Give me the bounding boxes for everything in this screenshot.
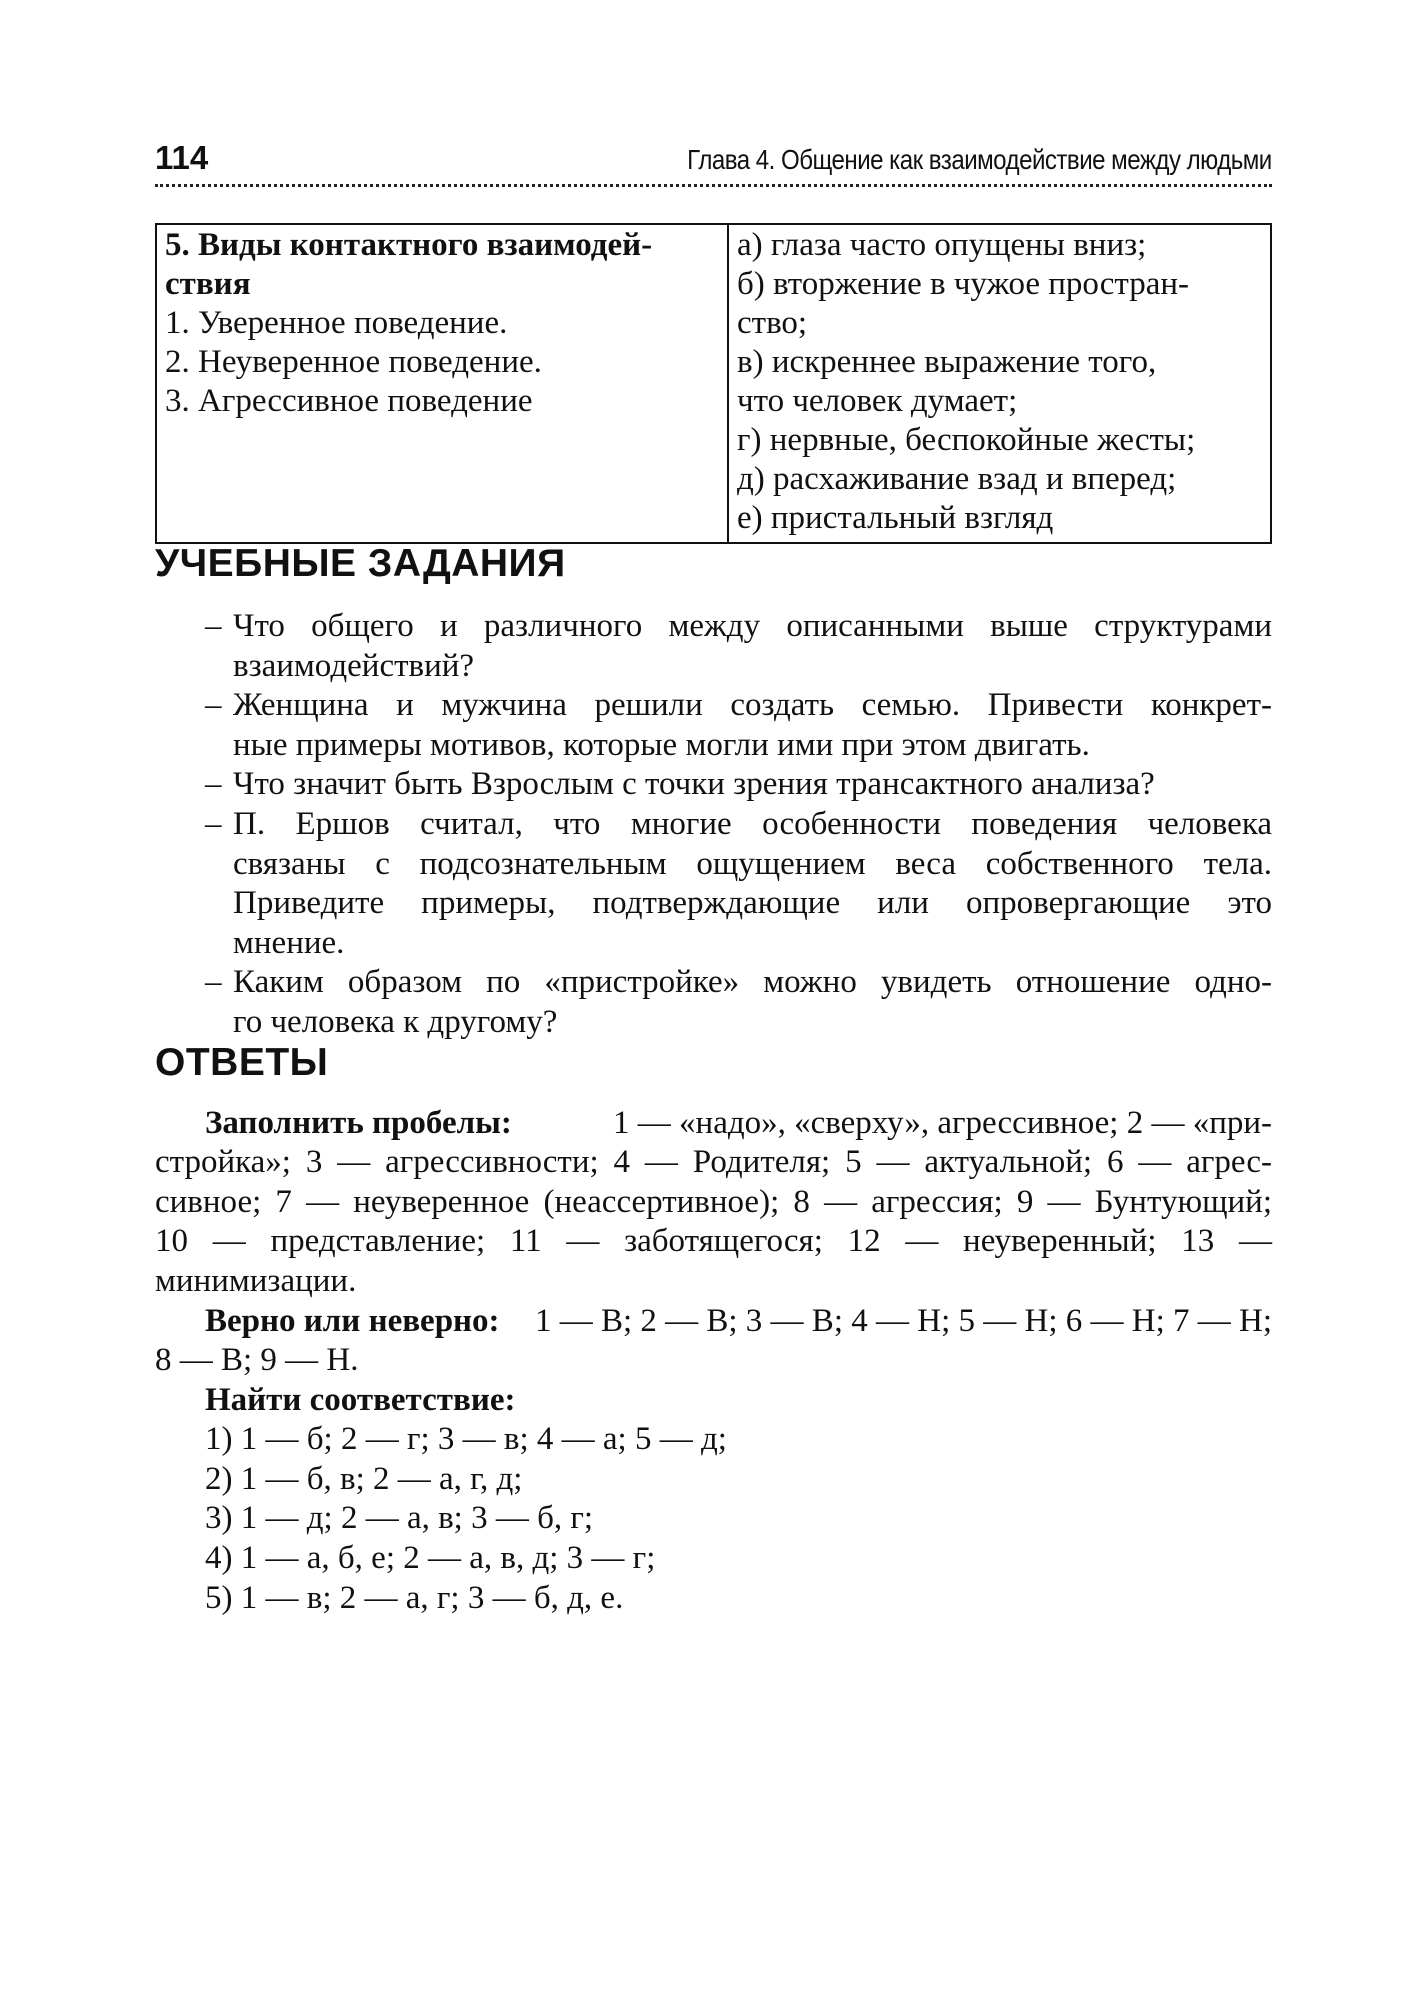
tasks-heading: УЧЕБНЫЕ ЗАДАНИЯ bbox=[155, 542, 566, 585]
list-dash: – bbox=[205, 608, 222, 644]
answers-heading: ОТВЕТЫ bbox=[155, 1040, 329, 1084]
task-line: Приведите примеры, подтверждающие или опровергающие это bbox=[233, 885, 1272, 922]
table-right-line: ство; bbox=[737, 305, 808, 341]
table-right-line: е) пристальный взгляд bbox=[737, 500, 1054, 536]
page-number: 114 bbox=[155, 139, 209, 176]
table-left-cell bbox=[156, 224, 728, 543]
matching-table bbox=[155, 223, 1272, 544]
matching-answer: 4) 1 — а, б, е; 2 — а, в, д; 3 — г; bbox=[205, 1540, 656, 1577]
page-header bbox=[155, 130, 1272, 174]
fill-gaps-line: 10 — представление; 11 — заботящегося; 12 — неуверенный; 13 — bbox=[155, 1223, 1272, 1260]
list-dash: – bbox=[205, 964, 222, 1001]
table-left-item: 1. Уверенное поведение. bbox=[165, 305, 508, 341]
task-line: взаимодействий? bbox=[233, 647, 475, 684]
task-line: Женщина и мужчина решили создать семью. Привести конкрет- bbox=[233, 687, 1272, 724]
matching-answer: 1) 1 — б; 2 — г; 3 — в; 4 — а; 5 — д; bbox=[205, 1421, 727, 1458]
list-item bbox=[155, 686, 1272, 765]
task-line: Что общего и различного между описанными выше структурами bbox=[233, 608, 1272, 644]
table-right-line: б) вторжение в чужое простран- bbox=[737, 266, 1190, 302]
table-title-line: 5. Виды контактного взаимодей- bbox=[165, 227, 653, 263]
fill-gaps-text: 1 — «надо», «сверху», агрессивное; 2 — «при- bbox=[613, 1104, 1272, 1141]
header-dotted-rule bbox=[155, 184, 1272, 187]
matching-label: Найти соответствие: bbox=[205, 1381, 516, 1418]
matching-answer: 3) 1 — д; 2 — а, в; 3 — б, г; bbox=[205, 1500, 594, 1537]
matching-answer: 5) 1 — в; 2 — а, г; 3 — б, д, е. bbox=[205, 1579, 624, 1616]
task-line: Каким образом по «пристройке» можно увидеть отношение одно- bbox=[233, 964, 1272, 1001]
task-line: П. Ершов считал, что многие особенности поведения человека bbox=[233, 805, 1272, 842]
table-right-line: что человек думает; bbox=[737, 383, 1018, 419]
task-line: го человека к другому? bbox=[233, 1003, 558, 1040]
list-dash: – bbox=[205, 805, 222, 842]
list-item bbox=[155, 765, 1272, 805]
table-left-item: 2. Неуверенное поведение. bbox=[165, 344, 542, 380]
list-item bbox=[155, 607, 1272, 686]
true-false-line: 8 — В; 9 — Н. bbox=[155, 1342, 359, 1379]
table-right-cell bbox=[728, 224, 1271, 543]
tasks-list bbox=[155, 607, 1272, 1043]
fill-gaps-line: сивное; 7 — неуверенное (неассертивное); 8 — агрессия; 9 — Бунтующий; bbox=[155, 1183, 1272, 1220]
fill-gaps-line bbox=[155, 1104, 1272, 1144]
table-title-line: ствия bbox=[165, 266, 251, 302]
fill-gaps-label: Заполнить пробелы: bbox=[205, 1104, 512, 1141]
table-right-line: а) глаза часто опущены вниз; bbox=[737, 227, 1147, 263]
list-dash: – bbox=[205, 766, 222, 803]
task-line: мнение. bbox=[233, 924, 345, 961]
table-left-item: 3. Агрессивное поведение bbox=[165, 383, 533, 419]
table-right-line: д) расхаживание взад и вперед; bbox=[737, 461, 1177, 497]
task-line: ные примеры мотивов, которые могли ими при этом двигать. bbox=[233, 726, 1090, 763]
table-row bbox=[156, 224, 1271, 543]
list-item bbox=[155, 805, 1272, 963]
book-page bbox=[155, 130, 1272, 1618]
answers-block bbox=[155, 1104, 1272, 1619]
list-item bbox=[155, 963, 1272, 1042]
fill-gaps-line: минимизации. bbox=[155, 1262, 357, 1299]
task-line: Что значит быть Взрослым с точки зрения трансактного анализа? bbox=[233, 766, 1155, 803]
list-dash: – bbox=[205, 687, 222, 724]
table-right-line: г) нервные, беспокойные жесты; bbox=[737, 422, 1196, 458]
matching-answer: 2) 1 — б, в; 2 — а, г, д; bbox=[205, 1460, 523, 1497]
true-false-label: Верно или неверно: bbox=[205, 1302, 500, 1339]
true-false-text: 1 — В; 2 — В; 3 — В; 4 — Н; 5 — Н; 6 — Н; 7 — Н; bbox=[534, 1302, 1272, 1339]
true-false-line bbox=[155, 1302, 1272, 1342]
table-right-line: в) искреннее выражение того, bbox=[737, 344, 1157, 380]
running-title: Глава 4. Общение как взаимодействие между людьми bbox=[687, 144, 1272, 175]
task-line: связаны с подсознательным ощущением веса собственного тела. bbox=[233, 845, 1272, 882]
fill-gaps-line: стройка»; 3 — агрессивности; 4 — Родителя; 5 — актуальной; 6 — агрес- bbox=[155, 1144, 1272, 1181]
